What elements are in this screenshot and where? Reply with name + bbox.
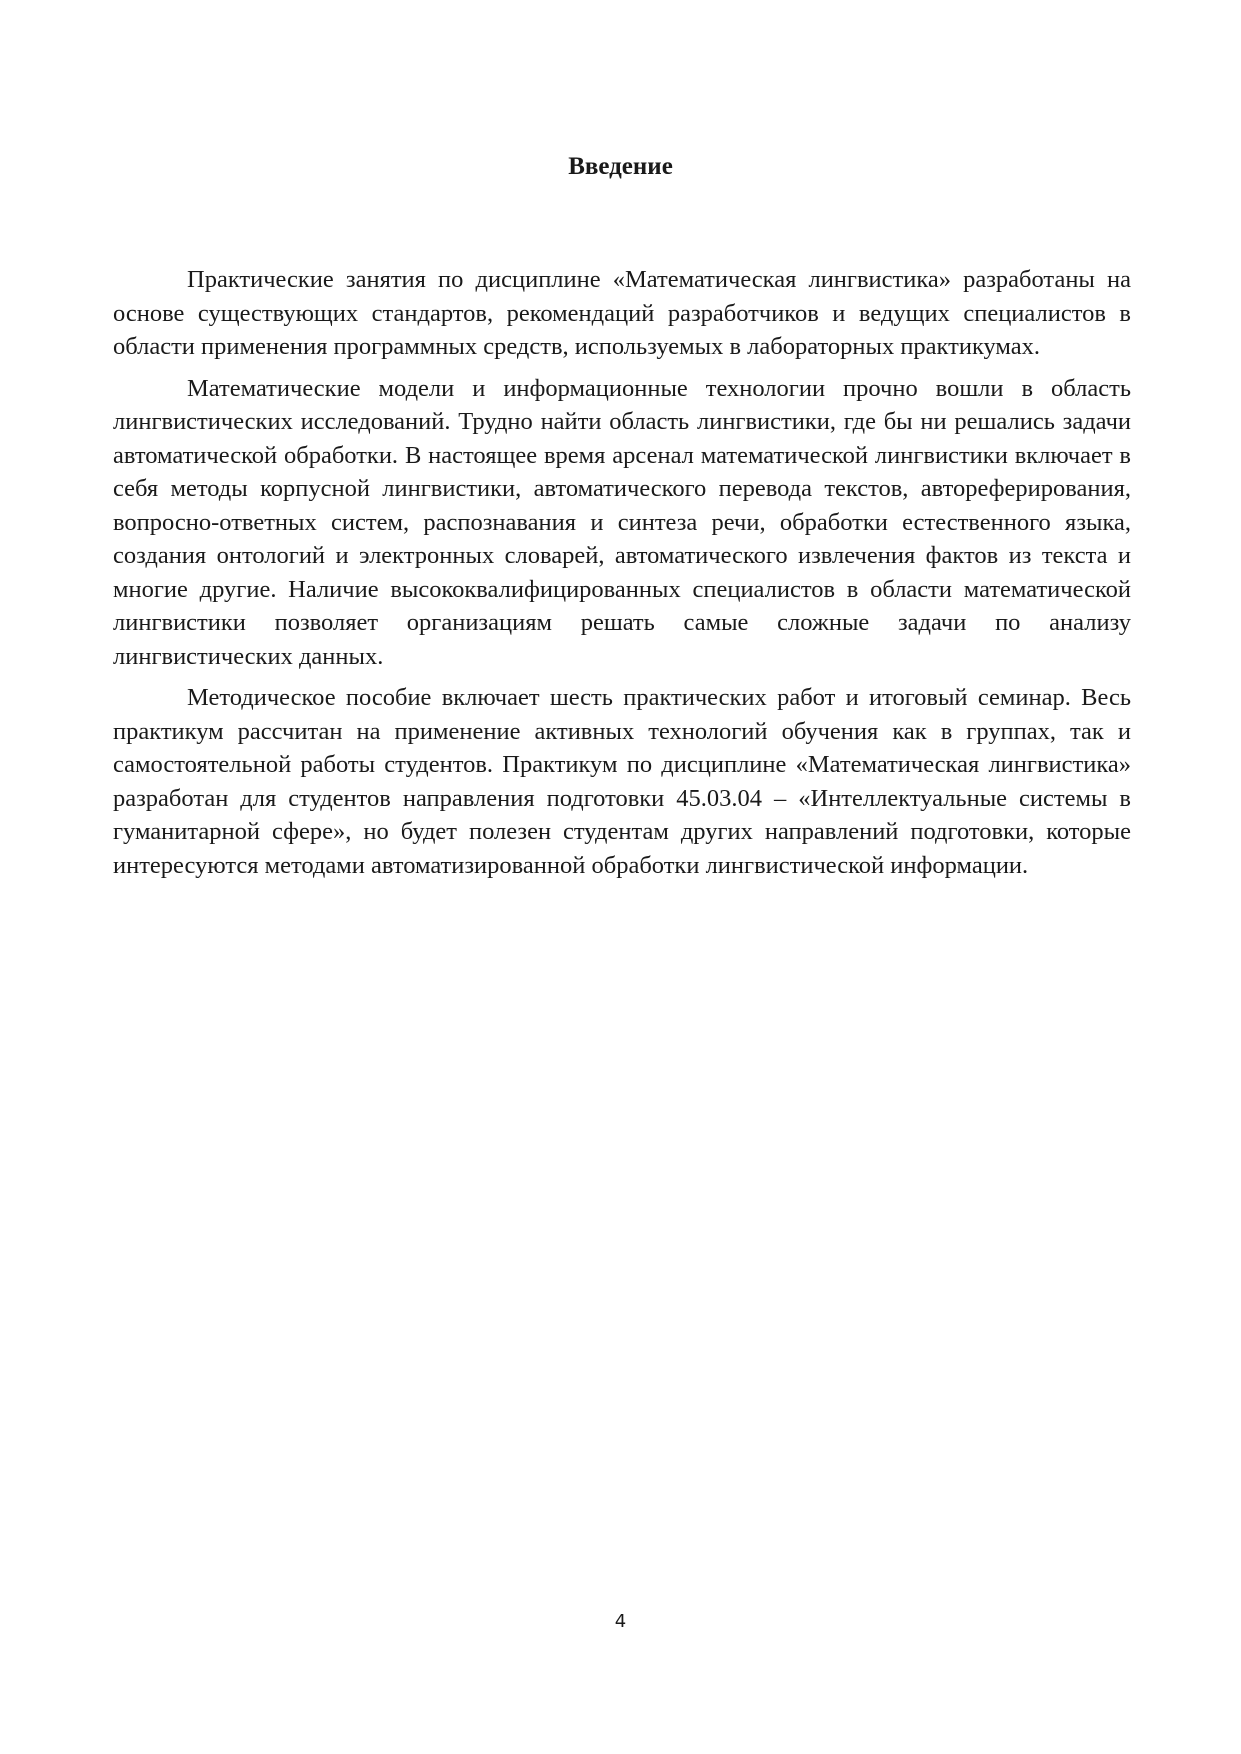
- page-number: 4: [614, 1611, 627, 1632]
- paragraph-1: Практические занятия по дисциплине «Математическая лингвистика» разработаны на основе существующих стандартов, рекомендаций разработчиков и ведущих специалистов в области применения программных средств, используемых в лабораторных практикумах.: [113, 266, 1131, 360]
- section-title: Введение: [568, 153, 673, 180]
- paragraph-2: Математические модели и информационные технологии прочно вошли в область лингвистических исследований. Трудно найти область лингвистики, где бы ни решались задачи автоматической обработки. В настоящее время арсенал математической лингвистики включает в себя методы корпусной лингвистики, автоматического перевода текстов, автореферирования, вопросно-ответных систем, распознавания и синтеза речи, обработки естественного языка, создания онтологий и электронных словарей, автоматического извлечения фактов из текста и многие другие. Наличие высококвалифицированных специалистов в области математической лингвистики позволяет организациям решать самые сложные задачи по анализу лингвистических данных.: [113, 374, 1131, 670]
- paragraph-3: Методическое пособие включает шесть практических работ и итоговый семинар. Весь практикум рассчитан на применение активных технологий обучения как в группах, так и самостоятельной работы студентов. Практикум по дисциплине «Математическая лингвистика» разработан для студентов направления подготовки 45.03.04 – «Интеллектуальные системы в гуманитарной сфере», но будет полезен студентам других направлений подготовки, которые интересуются методами автоматизированной обработки лингвистической информации.: [113, 684, 1131, 879]
- body-text: [113, 263, 1131, 890]
